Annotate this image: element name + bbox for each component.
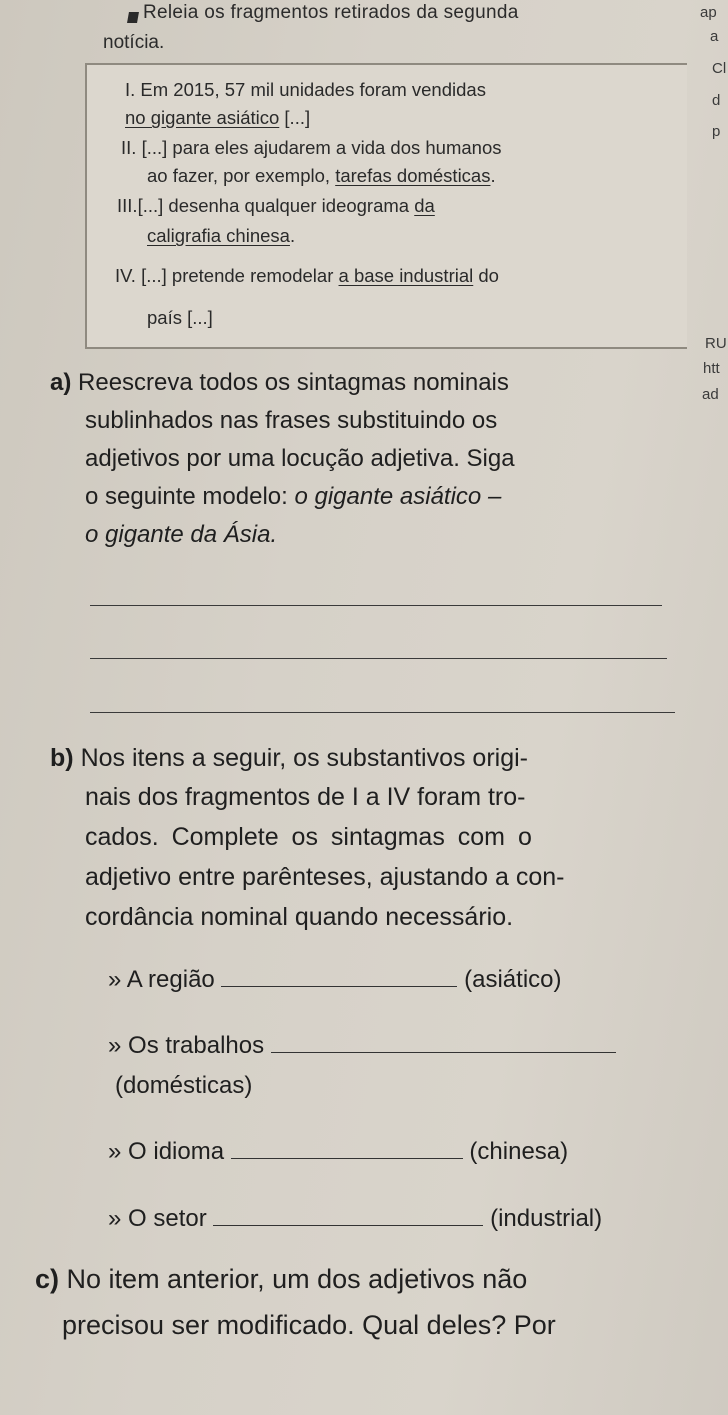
completion-item-2-hint: (domésticas) xyxy=(115,1072,253,1099)
completion-item-1: » A região (asiático) xyxy=(108,966,562,993)
bullet-icon: » xyxy=(108,1032,122,1059)
fragment-4-line-2: país [...] xyxy=(147,307,213,328)
margin-fragment: p xyxy=(712,123,721,140)
fragment-1-line-1: I. Em 2015, 57 mil unidades foram vendidas xyxy=(125,79,486,100)
question-c-line-2: precisou ser modificado. Qual deles? Por xyxy=(62,1310,556,1340)
blank-field[interactable] xyxy=(213,1225,483,1226)
question-b-line-2: nais dos fragmentos de I a IV foram tro- xyxy=(85,783,526,811)
question-b-label: b) xyxy=(50,744,74,772)
model-example: o gigante asiático – xyxy=(294,483,502,510)
fragment-1-line-2: no gigante asiático [...] xyxy=(125,107,311,128)
blank-field[interactable] xyxy=(231,1158,463,1159)
fragment-2-line-1: II. [...] para eles ajudarem a vida dos humanos xyxy=(121,137,502,158)
completion-item-2: » Os trabalhos xyxy=(108,1032,616,1060)
question-c-label: c) xyxy=(35,1264,60,1294)
margin-fragment: ap xyxy=(700,4,717,21)
question-a-line-3: adjetivos por uma locução adjetiva. Siga xyxy=(85,445,515,472)
margin-fragment: a xyxy=(710,28,719,45)
question-a-line-4: o seguinte modelo: o gigante asiático – xyxy=(85,483,502,510)
question-a-line-1: a) Reescreva todos os sintagmas nominais xyxy=(50,369,509,396)
section-marker-icon xyxy=(127,12,139,23)
margin-fragment: RU xyxy=(705,335,727,352)
fragment-3-line-2: caligrafia chinesa. xyxy=(147,225,296,246)
underlined-phrase: a base industrial xyxy=(338,265,474,286)
question-b-line-3: cados. Complete os sintagmas com o xyxy=(85,823,532,851)
fragment-2-line-2: ao fazer, por exemplo, tarefas domésticas. xyxy=(147,165,496,186)
completion-item-3: » O idioma (chinesa) xyxy=(108,1138,569,1165)
underlined-phrase: caligrafia chinesa xyxy=(147,225,290,246)
margin-fragment: ad xyxy=(702,386,719,403)
blank-field[interactable] xyxy=(221,986,457,987)
question-a-line-2: sublinhados nas frases substituindo os xyxy=(85,407,498,434)
answer-line-a-1[interactable] xyxy=(90,605,662,606)
instruction-line-1: Releia os fragmentos retirados da segunda xyxy=(143,2,519,23)
underlined-phrase: tarefas domésticas xyxy=(335,165,491,186)
margin-fragment: htt xyxy=(703,360,720,377)
question-a-label: a) xyxy=(50,369,72,396)
question-b-line-4: adjetivo entre parênteses, ajustando a con- xyxy=(85,863,565,891)
instruction-line-2: notícia. xyxy=(103,32,165,53)
margin-fragment: Cl xyxy=(712,60,727,77)
question-b-line-5: cordância nominal quando necessário. xyxy=(85,903,514,931)
fragments-box xyxy=(85,63,687,349)
blank-field[interactable] xyxy=(271,1052,616,1053)
bullet-icon: » xyxy=(108,1205,122,1232)
fragment-3-line-1: III.[...] desenha qualquer ideograma da xyxy=(117,195,435,216)
underlined-phrase: no gigante asiático xyxy=(125,107,280,128)
answer-line-a-2[interactable] xyxy=(90,658,667,659)
bullet-icon: » xyxy=(108,966,122,993)
question-a-model-line-2: o gigante da Ásia. xyxy=(85,521,278,548)
question-c-line-1: c) No item anterior, um dos adjetivos não xyxy=(35,1264,528,1294)
fragment-4-line-1: IV. [...] pretende remodelar a base industrial do xyxy=(115,265,499,286)
answer-line-a-3[interactable] xyxy=(90,712,675,713)
question-b-line-1: b) Nos itens a seguir, os substantivos origi- xyxy=(50,744,528,772)
bullet-icon: » xyxy=(108,1138,122,1165)
margin-fragment: d xyxy=(712,92,721,109)
completion-item-4: » O setor (industrial) xyxy=(108,1205,603,1232)
